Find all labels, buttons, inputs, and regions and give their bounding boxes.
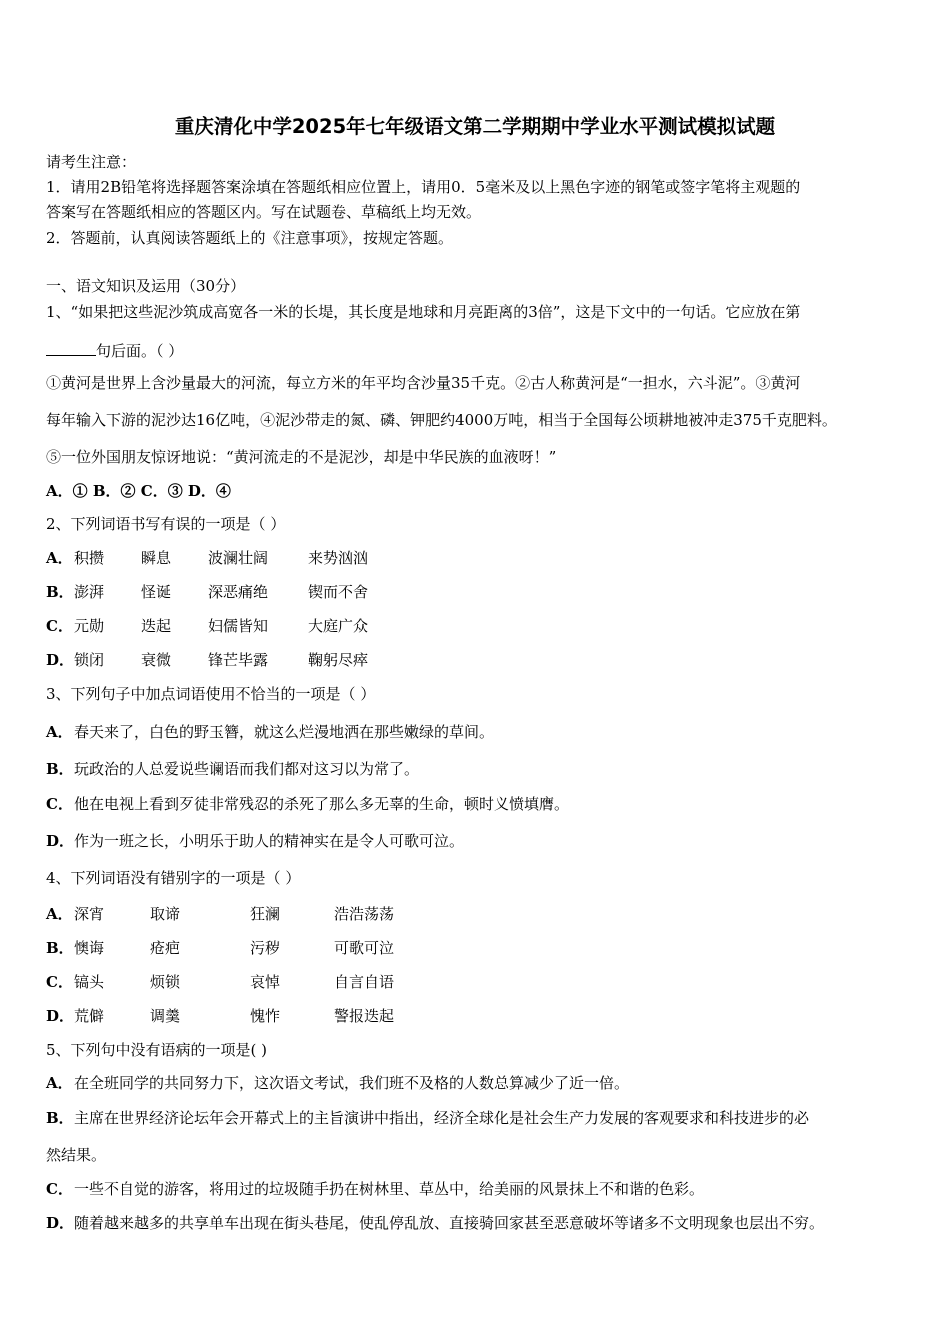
option-word: 调羹 bbox=[150, 1007, 181, 1025]
option-word: 大庭广众 bbox=[308, 617, 369, 635]
option-word: 波澜壮阔 bbox=[208, 549, 269, 567]
option-label: B． bbox=[46, 939, 74, 957]
option-word: 迭起 bbox=[141, 617, 172, 635]
option-word: 警报迭起 bbox=[334, 1007, 395, 1025]
q1-stem-a: 1、“如果把这些泥沙筑成高宽各一米的长堤，其长度是地球和月亮距离的3倍”，这是下文中的一句话。它应放在第 bbox=[46, 303, 801, 321]
q1-stem-b-text: 句后面。（ ） bbox=[96, 342, 184, 360]
option-word: 锁闭 bbox=[74, 651, 105, 669]
option-text: 在全班同学的共同努力下，这次语文考试，我们班不及格的人数总算减少了近一倍。 bbox=[74, 1074, 630, 1092]
option-text: 他在电视上看到歹徒非常残忍的杀死了那么多无辜的生命，顿时义愤填膺。 bbox=[74, 795, 570, 813]
option-word: 深恶痛绝 bbox=[208, 583, 269, 601]
q1-answer-blank bbox=[46, 339, 96, 356]
option-text: 主席在世界经济论坛年会开幕式上的主旨演讲中指出，经济全球化是社会生产力发展的客观要求和科技进步的必 bbox=[74, 1109, 810, 1127]
option-word: 疮疤 bbox=[150, 939, 181, 957]
option-text: 春天来了，白色的野玉簪，就这么烂漫地洒在那些嫩绿的草间。 bbox=[74, 723, 495, 741]
section-heading: 一、语文知识及运用（30分） bbox=[46, 277, 246, 295]
option-word: 哀悼 bbox=[250, 973, 281, 991]
option-text: 一些不自觉的游客，将用过的垃圾随手扔在树林里、草丛中，给美丽的风景抹上不和谐的色彩。 bbox=[74, 1180, 705, 1198]
option-word: 烦锁 bbox=[150, 973, 181, 991]
option-label: D． bbox=[46, 1214, 75, 1232]
option-label: A． bbox=[46, 1074, 73, 1092]
option-label: D． bbox=[46, 832, 75, 850]
q2-stem: 2、下列词语书写有误的一项是（ ） bbox=[46, 515, 286, 533]
option-text: 玩政治的人总爱说些谰语而我们都对这习以为常了。 bbox=[74, 760, 420, 778]
option-word: 锲而不舍 bbox=[308, 583, 369, 601]
option-text: 随着越来越多的共享单车出现在街头巷尾，使乱停乱放、直接骑回家甚至恶意破坏等诸多不文明现象也层出不穷。 bbox=[74, 1214, 825, 1232]
option-word: 懊诲 bbox=[74, 939, 105, 957]
option-label: B． bbox=[46, 760, 74, 778]
notice-line-2: 2．答题前，认真阅读答题纸上的《注意事项》，按规定答题。 bbox=[46, 229, 454, 247]
option-label: C． bbox=[46, 617, 73, 635]
option-word: 澎湃 bbox=[74, 583, 105, 601]
option-word: 愧怍 bbox=[250, 1007, 281, 1025]
option-label: D． bbox=[46, 651, 75, 669]
option-word: 元勋 bbox=[74, 617, 105, 635]
option-word: 怪诞 bbox=[141, 583, 172, 601]
option-word: 浩浩荡荡 bbox=[334, 905, 395, 923]
option-text: 然结果。 bbox=[46, 1146, 107, 1164]
option-word: 瞬息 bbox=[141, 549, 172, 567]
option-word: 妇儒皆知 bbox=[208, 617, 269, 635]
option-label: A． bbox=[46, 905, 73, 923]
option-word: 锋芒毕露 bbox=[208, 651, 269, 669]
option-word: 可歌可泣 bbox=[334, 939, 395, 957]
option-word: 自言自语 bbox=[334, 973, 395, 991]
option-word: 积攒 bbox=[74, 549, 105, 567]
option-word: 鞠躬尽瘁 bbox=[308, 651, 369, 669]
option-word: 深宵 bbox=[74, 905, 105, 923]
option-text: 作为一班之长，小明乐于助人的精神实在是令人可歌可泣。 bbox=[74, 832, 465, 850]
notice-heading: 请考生注意： bbox=[46, 153, 137, 171]
option-word: 取谛 bbox=[150, 905, 181, 923]
q1-passage-2: 每年输入下游的泥沙达16亿吨，④泥沙带走的氮、磷、钾肥约4000万吨，相当于全国每公顷耕地被冲走375千克肥料。 bbox=[46, 411, 837, 429]
notice-line-1b: 答案写在答题纸相应的答题区内。写在试题卷、草稿纸上均无效。 bbox=[46, 203, 482, 221]
q5-stem: 5、下列句中没有语病的一项是( ) bbox=[46, 1041, 268, 1059]
q1-stem-b bbox=[46, 339, 183, 361]
page-title: 重庆清化中学2025年七年级语文第二学期期中学业水平测试模拟试题 bbox=[174, 115, 776, 138]
option-label: A． bbox=[46, 723, 73, 741]
notice-line-1a: 1．请用2B铅笔将选择题答案涂填在答题纸相应位置上，请用0．5毫米及以上黑色字迹的钢笔或签字笔将主观题的 bbox=[46, 178, 801, 196]
option-label: D． bbox=[46, 1007, 75, 1025]
q1-passage-3: ⑤一位外国朋友惊讶地说：“黄河流走的不是泥沙，却是中华民族的血液呀！” bbox=[46, 448, 557, 466]
q4-stem: 4、下列词语没有错别字的一项是（ ） bbox=[46, 869, 301, 887]
option-word: 镐头 bbox=[74, 973, 105, 991]
option-label: C． bbox=[46, 1180, 73, 1198]
option-label: C． bbox=[46, 973, 73, 991]
option-word: 来势汹汹 bbox=[308, 549, 369, 567]
q1-passage-1: ①黄河是世界上含沙量最大的河流，每立方米的年平均含沙量35千克。②古人称黄河是“一担水，六斗泥”。③黄河 bbox=[46, 374, 801, 392]
q1-options: A．① B．② C．③ D．④ bbox=[46, 482, 231, 500]
option-label: A． bbox=[46, 549, 73, 567]
option-word: 狂澜 bbox=[250, 905, 281, 923]
option-word: 污秽 bbox=[250, 939, 281, 957]
option-word: 衰微 bbox=[141, 651, 172, 669]
option-label: B． bbox=[46, 583, 74, 601]
option-label: B． bbox=[46, 1109, 74, 1127]
option-label: C． bbox=[46, 795, 73, 813]
q3-stem: 3、下列句子中加点词语使用不恰当的一项是（ ） bbox=[46, 685, 376, 703]
option-word: 荒僻 bbox=[74, 1007, 105, 1025]
